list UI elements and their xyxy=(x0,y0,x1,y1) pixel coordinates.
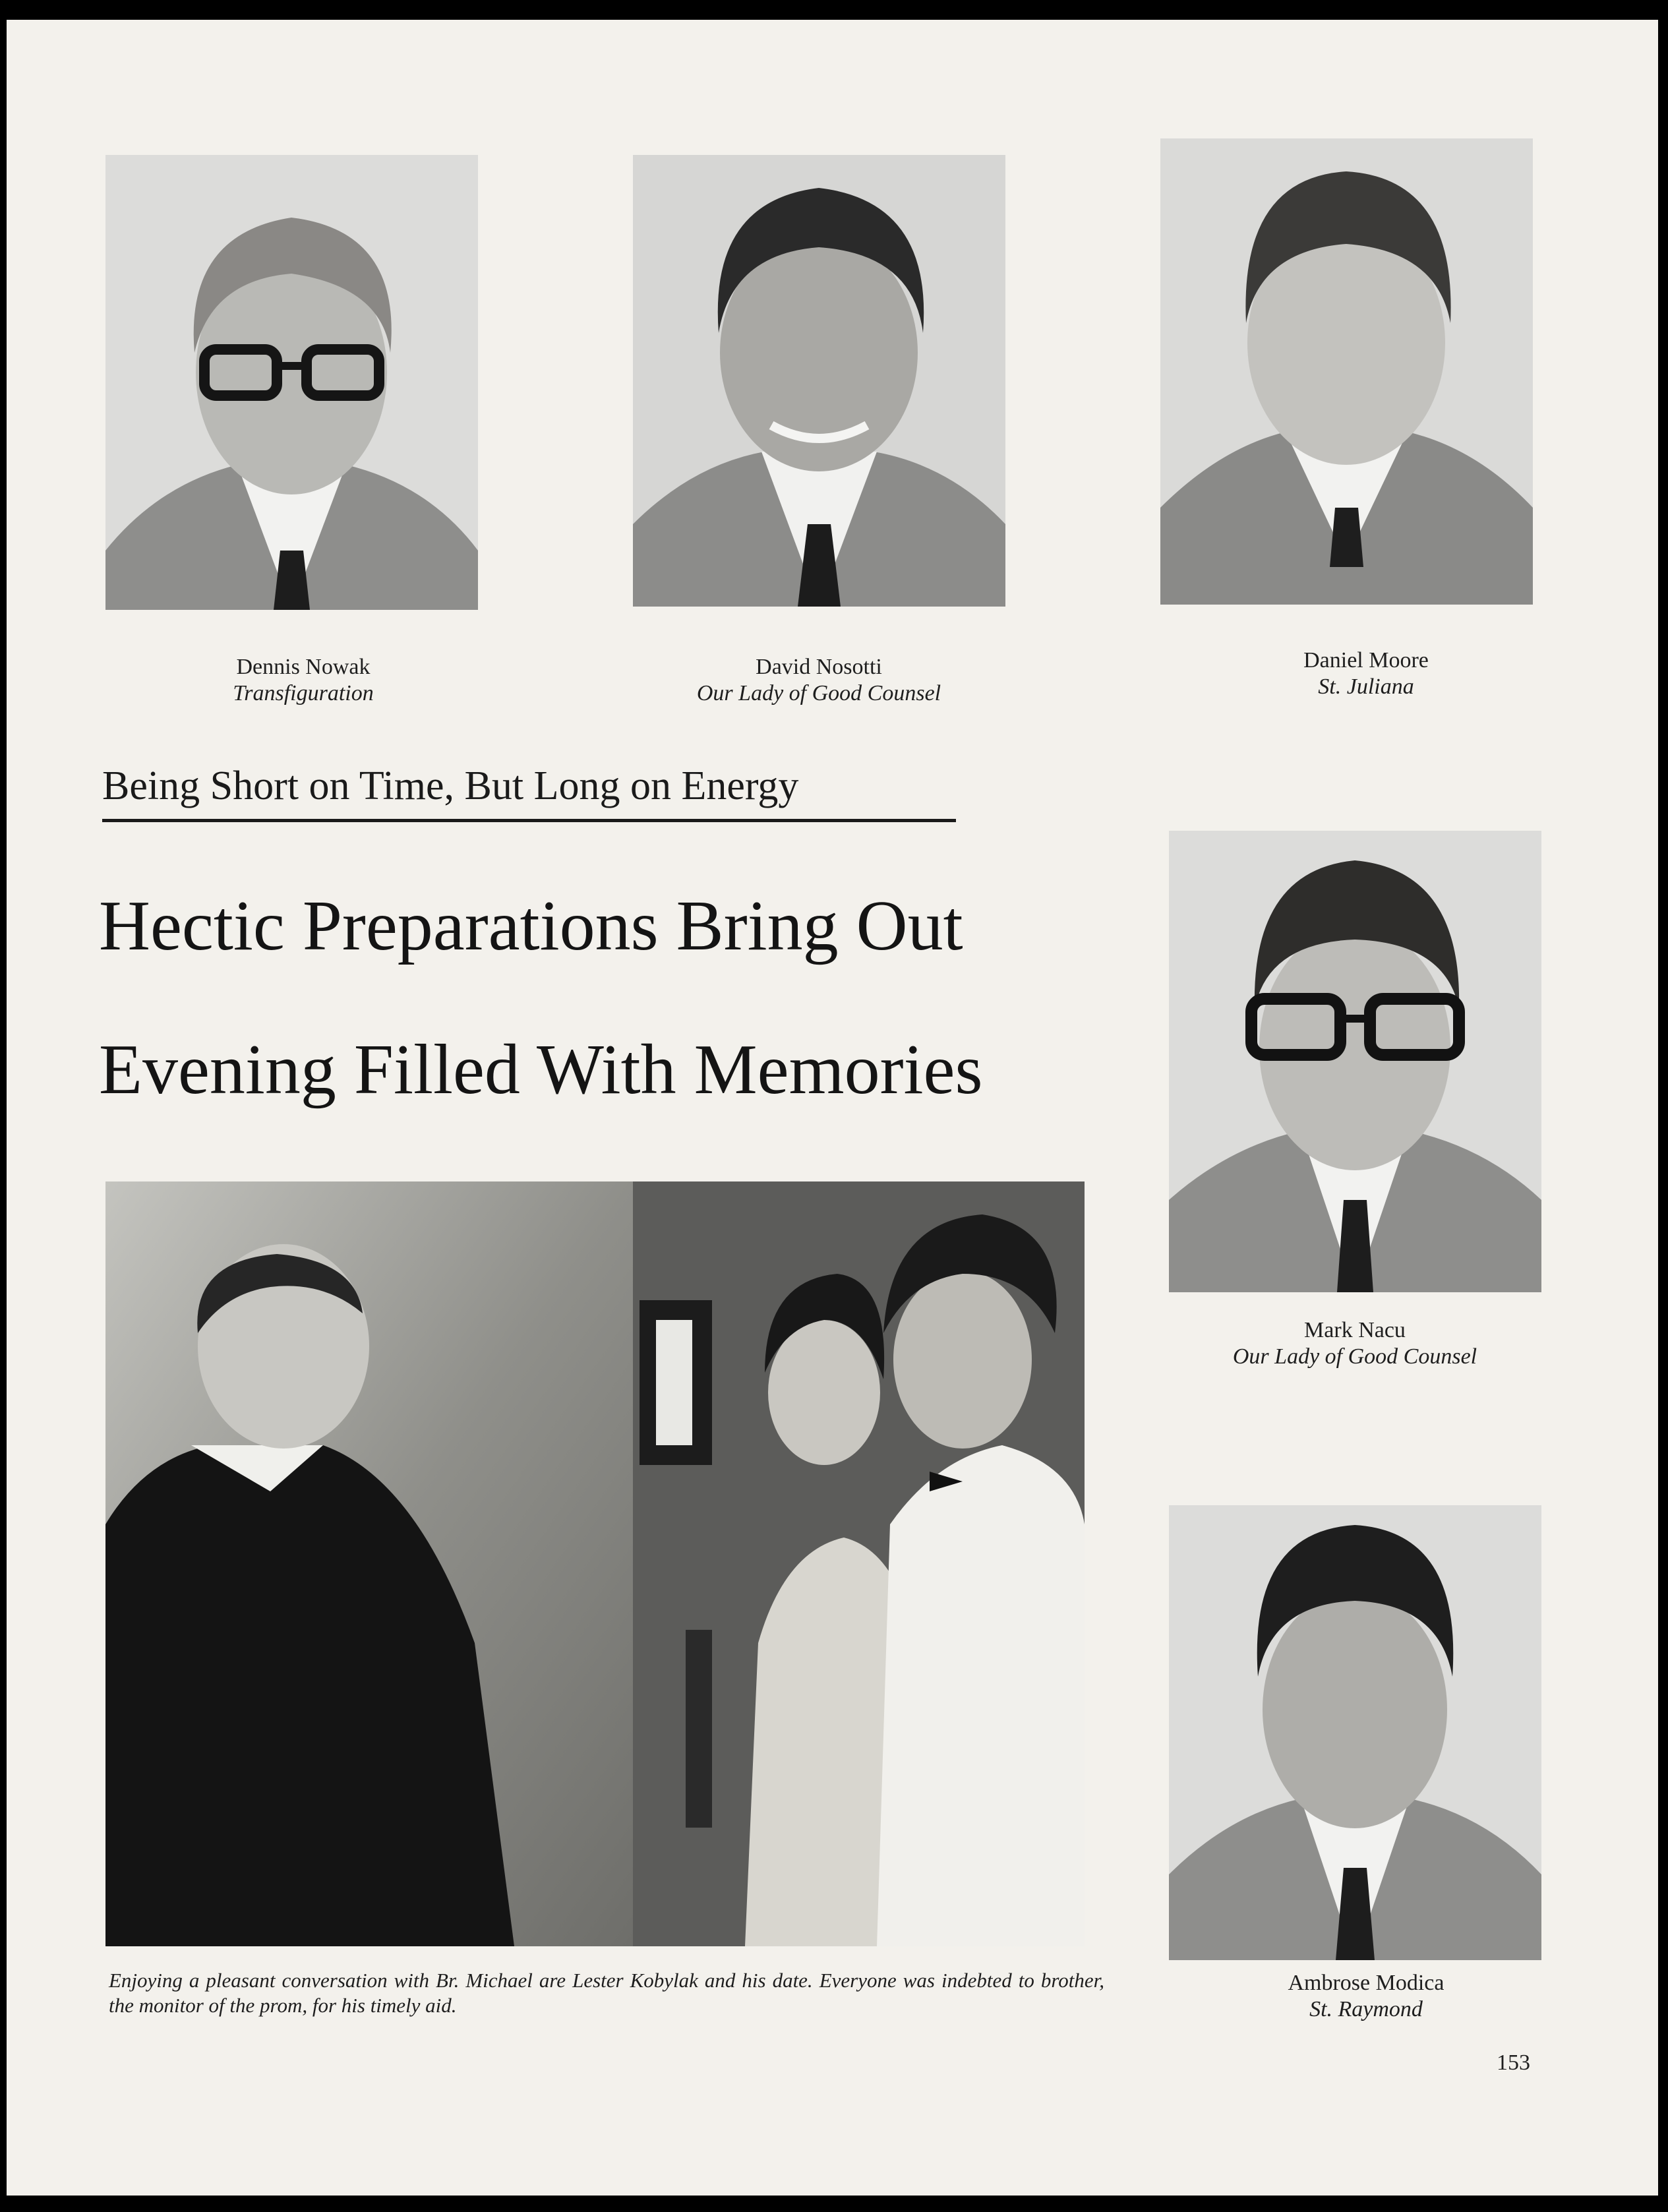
portrait-caption-dennis-nowak xyxy=(171,654,435,707)
portrait-parish: Transfiguration xyxy=(233,681,374,705)
portrait-parish: Our Lady of Good Counsel xyxy=(1232,1344,1477,1369)
portrait-caption-ambrose-modica xyxy=(1234,1970,1498,2023)
portrait-parish: St. Raymond xyxy=(1309,1997,1423,2021)
portrait-name: Ambrose Modica xyxy=(1288,1971,1445,1995)
portrait-name: David Nosotti xyxy=(756,655,882,679)
headline-line-2: Evening Filled With Memories xyxy=(99,1031,983,1109)
portrait-caption-david-nosotti xyxy=(654,654,984,707)
article-subhead: Being Short on Time, But Long on Energy xyxy=(102,760,956,822)
yearbook-page xyxy=(7,20,1658,2196)
portrait-photo-mark-nacu xyxy=(1169,831,1541,1292)
event-photo xyxy=(105,1181,1085,1946)
portrait-photo-daniel-moore xyxy=(1160,138,1533,605)
portrait-parish: St. Juliana xyxy=(1318,674,1414,699)
portrait-name: Daniel Moore xyxy=(1303,648,1429,673)
portrait-name: Dennis Nowak xyxy=(236,655,371,679)
portrait-caption-mark-nacu xyxy=(1190,1317,1520,1370)
portrait-caption-daniel-moore xyxy=(1234,647,1498,700)
portrait-photo-dennis-nowak xyxy=(105,155,478,610)
portrait-name: Mark Nacu xyxy=(1304,1318,1406,1342)
portrait-photo-ambrose-modica xyxy=(1169,1505,1541,1960)
portrait-parish: Our Lady of Good Counsel xyxy=(696,681,941,705)
event-photo-caption: Enjoying a pleasant conversation with Br. Michael are Lester Kobylak and his date. Everyone was indebted to brother, the monitor of the prom, for his timely aid. xyxy=(109,1969,1104,2017)
headline-line-1: Hectic Preparations Bring Out xyxy=(99,887,963,965)
page-number: 153 xyxy=(1497,2050,1530,2075)
portrait-photo-david-nosotti xyxy=(633,155,1005,607)
